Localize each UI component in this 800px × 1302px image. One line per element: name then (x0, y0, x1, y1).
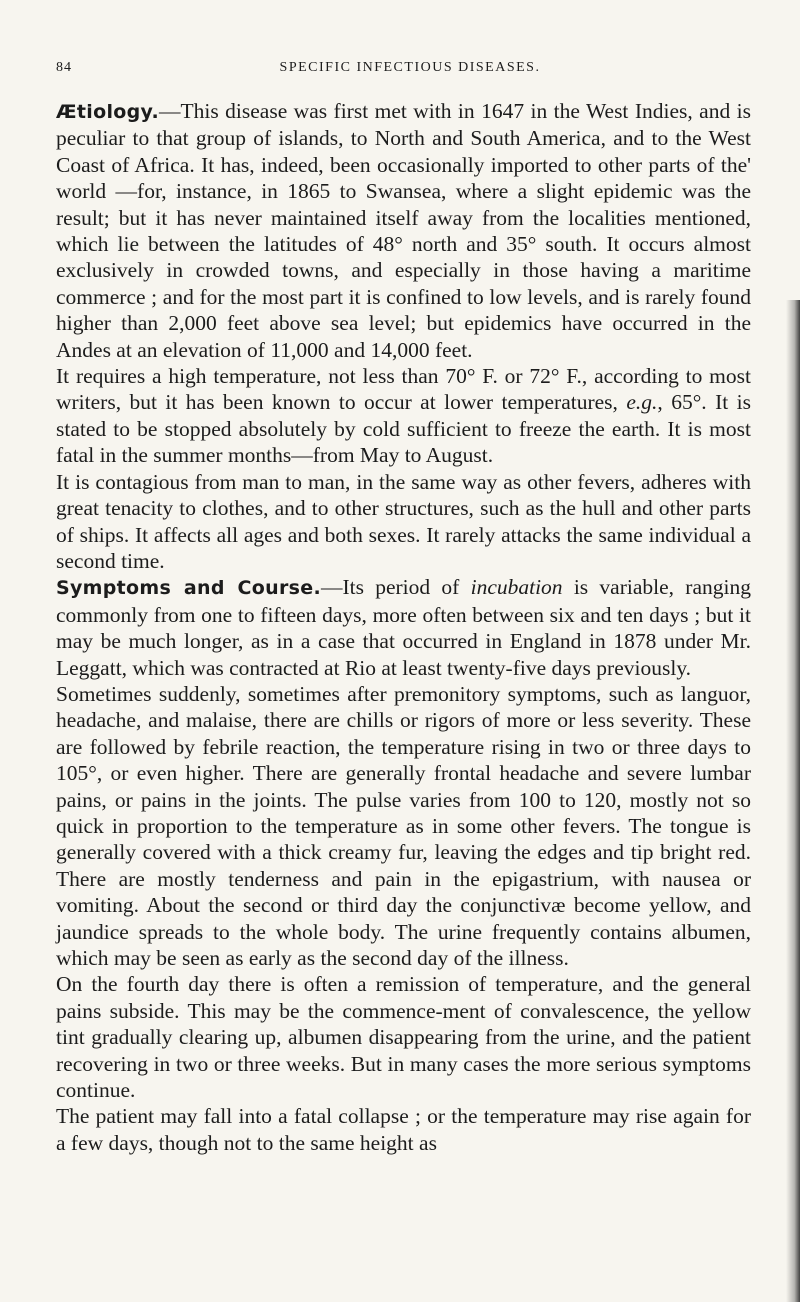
paragraph-symptoms (56, 574, 751, 681)
paragraph-text: It is contagious from man to man, in the same way as other fevers, adheres with great tenacity to clothes, and to other structures, such as the hull and other parts of ships. It affects all ages and both sexes. It rarely attacks the same individual a second time. (56, 469, 751, 573)
paragraph-remission (56, 971, 751, 1103)
italic-term: e.g. (626, 390, 658, 415)
paragraph-text: —This disease was first met with in 1647 in the West Indies, and is peculiar to that group of islands, to North and South America, and to the West Coast of Africa. It has, indeed, been occasionally imported to other parts of the' world —for, instance, in 1865 to Swansea, where a slight epidemic was the result; but it has never maintained itself away from the localities mentioned, which lie between the latitudes of 48° north and 35° south. It occurs almost exclusively in crowded towns, and especially in those having a maritime commerce ; and for the most part it is confined to low levels, and is rarely found higher than 2,000 feet above sea level; but epidemics have occurred in the Andes at an elevation of 11,000 and 14,000 feet. (56, 99, 751, 362)
page-number: 84 (56, 60, 72, 75)
paragraph-temperature (56, 363, 751, 469)
paragraph-text: The patient may fall into a fatal collapse ; or the temperature may rise again for a few days, though not to the same height as (56, 1104, 751, 1155)
paragraph-text: It requires a high temperature, not less than 70° F. or 72° F., according to most writers, but it has been known to occur at lower temperatures, (56, 364, 751, 415)
paragraph-collapse (56, 1103, 751, 1156)
paragraph-text: —Its period of (320, 575, 471, 600)
paragraph-text: On the fourth day there is often a remission of temperature, and the general pains subside. This may be the commence-ment of convalescence, the yellow tint gradually clearing up, albumen disappearing from the urine, and the patient recovering in two or three weeks. But in many cases the more serious symptoms continue. (56, 972, 751, 1103)
paragraph-text: is variable, ranging commonly from one to fifteen days, more often between six and ten days ; but it may be much longer, as in a case that occurred in England in 1878 under Mr. Leggatt, which was contracted at Rio at least twenty-five days previously. (56, 575, 751, 680)
paragraph-aetiology (56, 98, 751, 363)
paragraph-onset (56, 681, 751, 971)
section-heading-aetiology: Ætiology. (56, 101, 159, 123)
running-header (56, 60, 744, 76)
paragraph-text: , 65°. It is stated to be stopped absolutely by cold sufficient to freeze the earth. It is most fatal in the summer months—from May to August. (56, 390, 752, 468)
page-edge-shadow (786, 300, 800, 1302)
body-text (56, 98, 751, 1156)
paragraph-contagion (56, 469, 751, 575)
running-title: SPECIFIC INFECTIOUS DISEASES. (279, 60, 541, 75)
paragraph-text: Sometimes suddenly, sometimes after premonitory symptoms, such as languor, headache, and malaise, there are chills or rigors of more or less severity. These are followed by febrile reaction, the temperature rising in two or three days to 105°, or even higher. There are generally frontal headache and severe lumbar pains, or pains in the joints. The pulse varies from 100 to 120, mostly not so quick in proportion to the temperature as in some other fevers. The tongue is generally covered with a thick creamy fur, leaving the edges and tip bright red. There are mostly tenderness and pain in the epigastrium, with nausea or vomiting. About the second or third day the conjunctivæ become yellow, and jaundice spreads to the whole body. The urine frequently contains albumen, which may be seen as early as the second day of the illness. (56, 681, 751, 970)
section-heading-symptoms: Symptoms and Course. (56, 577, 321, 600)
italic-term: incubation (470, 575, 563, 600)
